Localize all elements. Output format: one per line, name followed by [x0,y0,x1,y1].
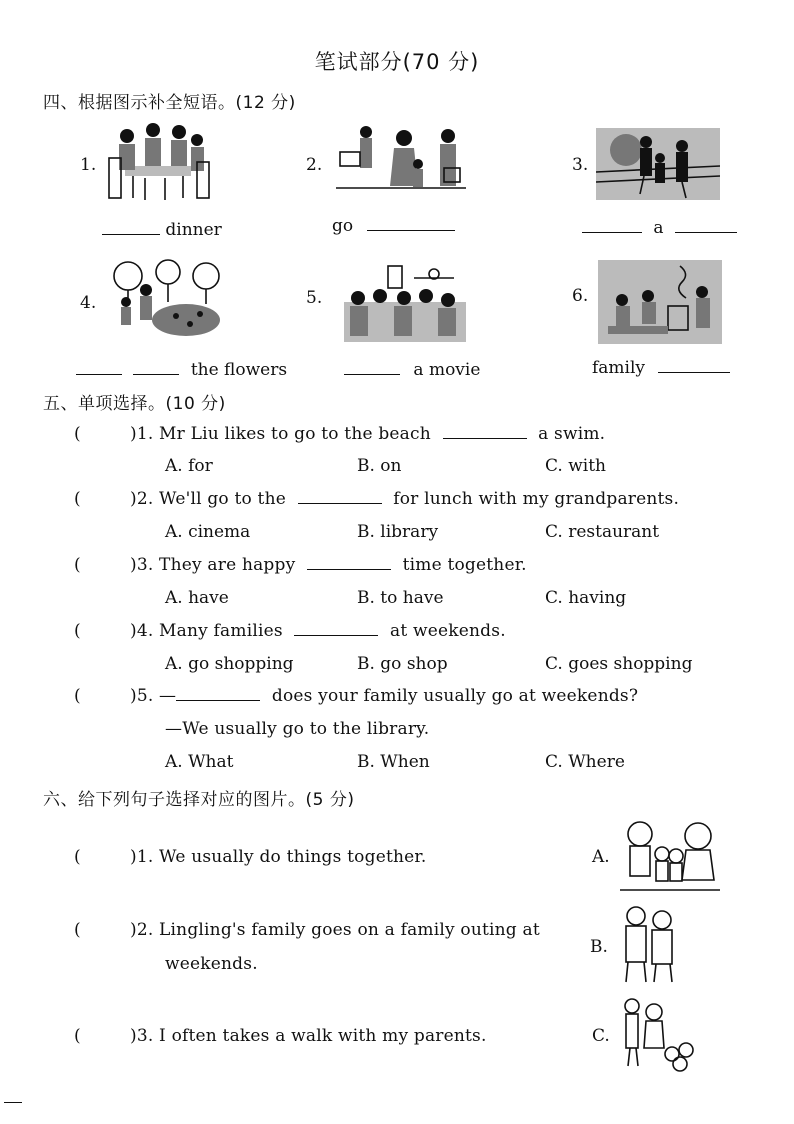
option-b[interactable]: B. library [357,522,439,542]
flowers-picture [106,258,222,342]
answer-blank[interactable] [298,489,382,504]
answer-paren[interactable]: ( [74,555,81,575]
answer-blank[interactable] [76,360,122,375]
answer-paren[interactable]: ( [74,489,81,509]
question-stem: at weekends. [390,621,506,641]
answer-blank[interactable] [102,220,160,235]
page-edge-mark [4,1102,22,1103]
option-c[interactable]: C. having [545,588,627,608]
phrase-text: a [653,218,664,238]
answer-paren[interactable]: ( [74,686,81,706]
item-number: 2. [306,155,323,175]
phrase-5 [344,360,480,380]
question-stem: )2. We'll go to the [130,489,286,509]
choice-letter-c[interactable]: C. [592,1026,610,1046]
question-5-answer-line: —We usually go to the library. [165,719,430,739]
answer-blank[interactable] [176,686,260,701]
page-title: 笔试部分(70 分) [314,50,480,74]
question-stem: )3. They are happy [130,555,296,575]
phrase-2 [332,216,455,236]
answer-blank[interactable] [658,358,730,373]
question-2 [130,489,679,509]
option-b[interactable]: B. When [357,752,430,772]
phrase-text: family [592,358,646,378]
answer-blank[interactable] [582,218,642,233]
family-together-picture [618,818,722,896]
option-a[interactable]: A. for [165,456,213,476]
choice-letter-b[interactable]: B. [590,937,608,957]
question-1 [130,424,605,444]
question-stem: a swim. [538,424,606,444]
item-number: 3. [572,155,589,175]
option-a[interactable]: A. cinema [165,522,251,542]
answer-blank[interactable] [133,360,179,375]
section4-heading: 四、根据图示补全短语。(12 分) [43,93,296,113]
family-dinner-picture [105,118,213,202]
walk-picture [596,128,720,200]
family-outing-picture [614,904,684,986]
answer-paren[interactable]: ( [74,424,81,444]
section5-heading: 五、单项选择。(10 分) [43,394,226,414]
question-stem: for lunch with my grandparents. [393,489,680,509]
phrase-3 [582,218,737,238]
phrase-text: the flowers [190,360,288,380]
answer-paren[interactable]: ( [74,920,81,940]
answer-paren[interactable]: ( [74,847,81,867]
option-c[interactable]: C. with [545,456,606,476]
phrase-4 [76,360,287,380]
item-number: 5. [306,288,323,308]
answer-paren[interactable]: ( [74,1026,81,1046]
movie-picture [344,262,466,342]
option-b[interactable]: B. to have [357,588,444,608]
match-sentence-2-cont: weekends. [165,954,258,974]
walk-with-parents-picture [618,996,704,1074]
answer-blank[interactable] [675,218,737,233]
item-number: 4. [80,293,97,313]
question-stem: )5. — [130,686,177,706]
question-stem: does your family usually go at weekends? [271,686,639,706]
answer-blank[interactable] [294,621,378,636]
option-c[interactable]: C. goes shopping [545,654,693,674]
option-c[interactable]: C. restaurant [545,522,660,542]
option-b[interactable]: B. on [357,456,402,476]
choice-letter-a[interactable]: A. [592,847,610,867]
question-stem: time together. [402,555,527,575]
option-a[interactable]: A. have [165,588,229,608]
answer-blank[interactable] [344,360,400,375]
phrase-6 [592,358,730,378]
option-a[interactable]: A. What [165,752,234,772]
item-number: 1. [80,155,97,175]
question-4 [130,621,506,641]
question-5 [130,686,638,706]
phrase-1 [102,220,222,240]
phrase-text: dinner [165,220,222,240]
question-stem: )1. Mr Liu likes to go to the beach [130,424,431,444]
match-sentence-2: )2. Lingling's family goes on a family outing at [130,920,540,940]
answer-blank[interactable] [367,216,455,231]
shopping-picture [334,124,468,198]
option-c[interactable]: C. Where [545,752,625,772]
answer-blank[interactable] [443,424,527,439]
question-stem: )4. Many families [130,621,283,641]
phrase-text: a movie [413,360,481,380]
match-sentence-1: )1. We usually do things together. [130,847,427,867]
option-a[interactable]: A. go shopping [165,654,294,674]
answer-blank[interactable] [307,555,391,570]
family-picnic-picture [598,260,722,344]
answer-paren[interactable]: ( [74,621,81,641]
section6-heading: 六、给下列句子选择对应的图片。(5 分) [43,790,355,810]
option-b[interactable]: B. go shop [357,654,448,674]
question-3 [130,555,527,575]
phrase-text: go [332,216,354,236]
item-number: 6. [572,286,589,306]
match-sentence-3: )3. I often takes a walk with my parents. [130,1026,487,1046]
